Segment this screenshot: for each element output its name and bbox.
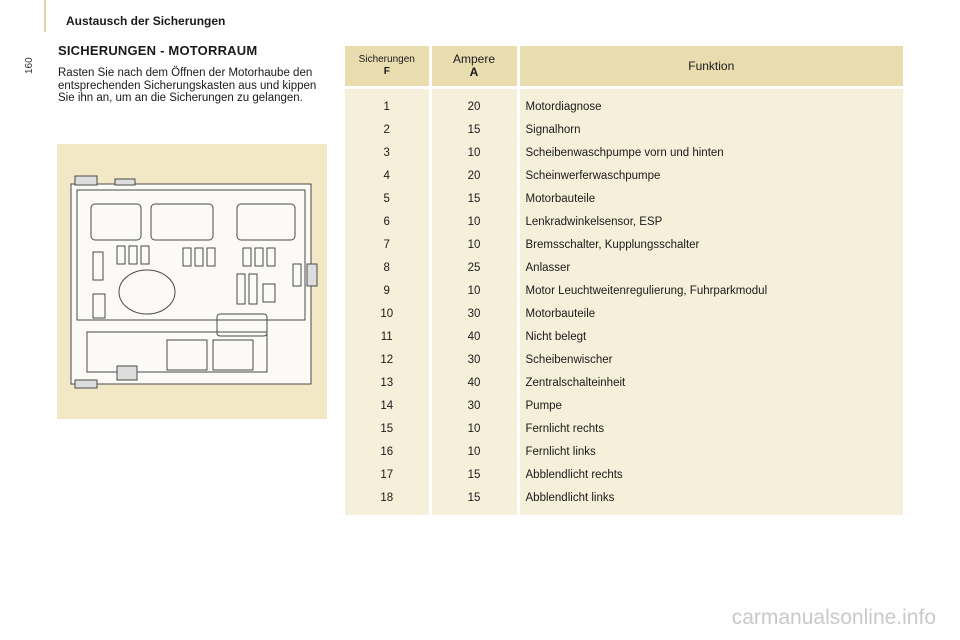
fuse-table-header-row — [345, 46, 903, 88]
table-row — [345, 417, 903, 440]
table-row — [345, 302, 903, 325]
page-number: 160 — [24, 57, 35, 74]
intro-paragraph: Rasten Sie nach dem Öffnen der Motorhaube den entsprechenden Sicherungskasten aus und kippen Sie ihn an, um an die Sicherungen zu gelangen. — [58, 67, 317, 104]
fuse-number: 12 — [345, 348, 430, 371]
fuse-amperage: 10 — [430, 440, 518, 463]
margin-rule — [44, 0, 46, 32]
table-row — [345, 88, 903, 119]
fuse-amperage: 30 — [430, 394, 518, 417]
fuse-number: 13 — [345, 371, 430, 394]
header-amp — [430, 46, 518, 88]
watermark: carmanualsonline.info — [731, 606, 936, 629]
fuse-function: Pumpe — [518, 394, 903, 417]
fuse-number: 8 — [345, 256, 430, 279]
fuse-amperage: 10 — [430, 233, 518, 256]
fuse-number: 3 — [345, 141, 430, 164]
fuse-number: 2 — [345, 118, 430, 141]
header-amp-symbol: A — [469, 65, 479, 79]
fuse-function: Abblendlicht rechts — [518, 463, 903, 486]
fuse-function: Signalhorn — [518, 118, 903, 141]
fuse-amperage: 15 — [430, 187, 518, 210]
table-row — [345, 394, 903, 417]
fuse-amperage: 10 — [430, 141, 518, 164]
table-row — [345, 371, 903, 394]
fuse-number: 11 — [345, 325, 430, 348]
header-fuse-label: Sicherungen — [358, 54, 415, 65]
header-fuse — [345, 46, 430, 88]
fuse-amperage: 30 — [430, 302, 518, 325]
fuse-function: Scheibenwaschpumpe vorn und hinten — [518, 141, 903, 164]
fuse-amperage: 20 — [430, 88, 518, 119]
fuse-amperage: 40 — [430, 371, 518, 394]
table-row — [345, 440, 903, 463]
fuse-function: Motordiagnose — [518, 88, 903, 119]
table-row — [345, 118, 903, 141]
fuse-amperage: 10 — [430, 417, 518, 440]
fuse-number: 1 — [345, 88, 430, 119]
section-title: SICHERUNGEN - MOTORRAUM — [58, 43, 258, 58]
fuse-function: Anlasser — [518, 256, 903, 279]
table-row — [345, 325, 903, 348]
table-row — [345, 256, 903, 279]
fuse-amperage: 40 — [430, 325, 518, 348]
fuse-number: 16 — [345, 440, 430, 463]
fuse-amperage: 15 — [430, 486, 518, 515]
fuse-function: Scheibenwischer — [518, 348, 903, 371]
table-row — [345, 233, 903, 256]
fuse-table — [345, 46, 903, 515]
table-row — [345, 279, 903, 302]
table-row — [345, 187, 903, 210]
fuse-number: 18 — [345, 486, 430, 515]
table-row — [345, 348, 903, 371]
fuse-function: Motor Leuchtweitenregulierung, Fuhrparkmodul — [518, 279, 903, 302]
fuse-function: Fernlicht links — [518, 440, 903, 463]
fuse-number: 9 — [345, 279, 430, 302]
side-latch — [307, 264, 317, 286]
fuse-function: Lenkradwinkelsensor, ESP — [518, 210, 903, 233]
fuse-number: 7 — [345, 233, 430, 256]
table-row — [345, 486, 903, 515]
table-row — [345, 141, 903, 164]
fuse-box-drawing — [57, 144, 327, 419]
fuse-number: 15 — [345, 417, 430, 440]
fuse-amperage: 25 — [430, 256, 518, 279]
fuse-function: Motorbauteile — [518, 302, 903, 325]
table-row — [345, 210, 903, 233]
fuse-number: 4 — [345, 164, 430, 187]
fuse-function: Nicht belegt — [518, 325, 903, 348]
fuse-box-illustration — [57, 144, 327, 419]
table-row — [345, 463, 903, 486]
fuse-number: 6 — [345, 210, 430, 233]
header-function: Funktion — [518, 46, 903, 88]
fuse-amperage: 15 — [430, 463, 518, 486]
header-amp-label: Ampere — [452, 52, 496, 66]
running-head: Austausch der Sicherungen — [66, 14, 226, 28]
fuse-function: Motorbauteile — [518, 187, 903, 210]
fuse-number: 14 — [345, 394, 430, 417]
fuse-function: Abblendlicht links — [518, 486, 903, 515]
fuse-amperage: 15 — [430, 118, 518, 141]
fuse-function: Bremsschalter, Kupplungsschalter — [518, 233, 903, 256]
fuse-number: 10 — [345, 302, 430, 325]
fuse-number: 5 — [345, 187, 430, 210]
fuse-function: Scheinwerferwaschpumpe — [518, 164, 903, 187]
fuse-amperage: 30 — [430, 348, 518, 371]
fuse-function: Fernlicht rechts — [518, 417, 903, 440]
fuse-amperage: 10 — [430, 210, 518, 233]
fuse-amperage: 20 — [430, 164, 518, 187]
table-row — [345, 164, 903, 187]
fuse-amperage: 10 — [430, 279, 518, 302]
fuse-function: Zentralschalteinheit — [518, 371, 903, 394]
header-fuse-symbol: F — [383, 66, 390, 77]
fuse-number: 17 — [345, 463, 430, 486]
